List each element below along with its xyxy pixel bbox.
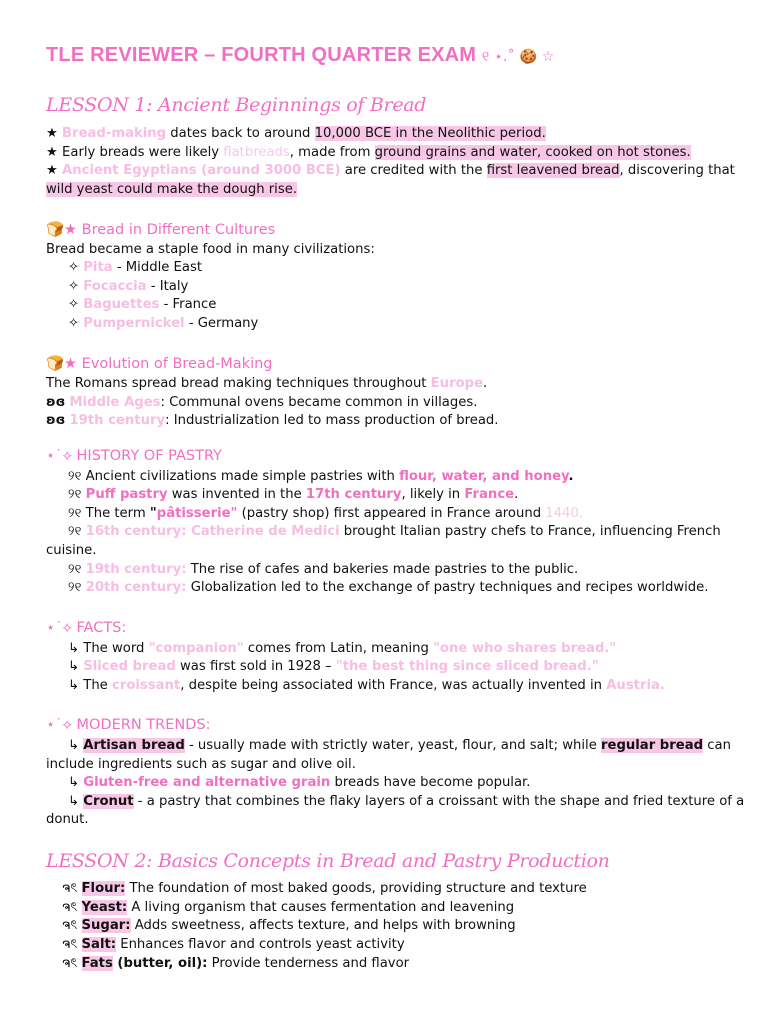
culture-item	[68, 296, 216, 314]
arrow-bullet: ↳	[68, 678, 80, 693]
arrow-bullet: ↳	[68, 794, 80, 809]
arrow-bullet: ↳	[68, 775, 80, 790]
culture-item	[68, 315, 258, 333]
pastry-text: Globalization led to the exchange of pastry techniques and recipes worldwide.	[186, 580, 709, 595]
pastry-item	[68, 486, 518, 504]
star-bullet: ★	[46, 163, 58, 178]
flourish-bullet: ຈৎ	[62, 937, 78, 952]
pastry-keyword: 20th century:	[85, 580, 187, 595]
bow-bullet: ʚɞ	[46, 413, 66, 428]
flourish-bullet: ຈৎ	[62, 900, 78, 915]
fact-text: are credited with the	[340, 163, 487, 178]
evolution-keyword: 19th century	[69, 413, 166, 428]
trend-item	[68, 737, 731, 755]
pastry-keyword: 16th century: Catherine de Medici	[85, 524, 340, 539]
fact-text: The	[83, 678, 112, 693]
ingredient-item	[62, 936, 405, 954]
bread-origin: - Middle East	[112, 260, 203, 275]
trend-item-continued: include ingredients such as sugar and olive oil.	[46, 757, 356, 772]
pastry-item	[68, 468, 573, 486]
bread-origin: - Italy	[146, 279, 189, 294]
evolution-text: : Industrialization led to mass production of bread.	[165, 413, 499, 428]
evolution-text: : Communal ovens became common in villages.	[160, 395, 478, 410]
pastry-text: , likely in	[401, 487, 465, 502]
ingredient-desc: The foundation of most baked goods, providing structure and texture	[125, 881, 587, 896]
evolution-heading: 🍞★ Evolution of Bread-Making	[46, 356, 273, 372]
lesson1-fact	[46, 162, 735, 180]
fact-text: , despite being associated with France, was actually invented in	[180, 678, 607, 693]
flourish-bullet: ຈৎ	[62, 881, 78, 896]
fact-text: Early breads were likely	[62, 145, 224, 160]
cultures-intro: Bread became a staple food in many civilizations:	[46, 242, 375, 257]
pastry-text: brought Italian pastry chefs to France, influencing French	[339, 524, 721, 539]
star-bullet: ★	[46, 126, 58, 141]
evolution-text: .	[483, 376, 488, 391]
arrow-bullet: ↳	[68, 641, 80, 656]
fact-keyword: Ancient Egyptians (around 3000 BCE)	[62, 163, 341, 178]
fact-keyword: "the best thing since sliced bread."	[335, 659, 599, 674]
trend-text: breads have become popular.	[330, 775, 531, 790]
pastry-keyword: 19th century:	[85, 562, 187, 577]
trend-item	[68, 774, 530, 792]
trend-keyword: regular bread	[601, 738, 704, 753]
trends-heading: ⋆˙⟡ MODERN TRENDS:	[46, 717, 211, 733]
fact-keyword: Sliced bread	[83, 659, 176, 674]
fact-keyword: croissant	[112, 678, 181, 693]
ingredient-term: Flour:	[81, 881, 126, 896]
ribbon-bullet: ୨୧	[68, 487, 82, 502]
evolution-item	[46, 394, 477, 412]
fact-highlight: 10,000 BCE in the Neolithic period.	[314, 126, 546, 141]
diamond-bullet: ✧	[68, 297, 80, 312]
title-decoration: ୧ ⋆.˚ 🍪 ☆	[481, 49, 555, 65]
ingredient-item	[62, 899, 514, 917]
ingredient-item	[62, 955, 409, 973]
pastry-keyword: flour, water, and honey	[399, 469, 569, 484]
evolution-item	[46, 412, 498, 430]
pastry-heading: ⋆˙⟡ HISTORY OF PASTRY	[46, 448, 222, 464]
lesson1-fact	[46, 144, 691, 162]
title-text: TLE REVIEWER – FOURTH QUARTER EXAM	[46, 44, 477, 66]
fact-text: comes from Latin, meaning	[243, 641, 434, 656]
pastry-item	[68, 579, 708, 597]
evolution-keyword: Europe	[430, 376, 484, 391]
pastry-text: was invented in the	[167, 487, 306, 502]
fact-keyword: "one who shares bread."	[433, 641, 617, 656]
lesson1-fact-continued	[46, 181, 297, 199]
pastry-item	[68, 561, 578, 579]
diamond-bullet: ✧	[68, 279, 80, 294]
fact-keyword: Bread-making	[62, 126, 167, 141]
fact-keyword: flatbreads	[223, 145, 290, 160]
evolution-intro	[46, 375, 487, 393]
evolution-keyword: Middle Ages	[69, 395, 161, 410]
facts-heading: ⋆˙⟡ FACTS:	[46, 620, 127, 636]
ingredient-desc: Adds sweetness, affects texture, and helps with browning	[130, 918, 516, 933]
ribbon-bullet: ୨୧	[68, 506, 82, 521]
pastry-keyword: 1440.	[545, 506, 584, 521]
bread-name: Focaccia	[83, 279, 147, 294]
fact-keyword: Austria.	[606, 678, 665, 693]
pastry-text: The rise of cafes and bakeries made pastries to the public.	[186, 562, 579, 577]
fact-item	[68, 658, 599, 676]
bow-bullet: ʚɞ	[46, 395, 66, 410]
diamond-bullet: ✧	[68, 260, 80, 275]
ribbon-bullet: ୨୧	[68, 580, 82, 595]
ribbon-bullet: ୨୧	[68, 469, 82, 484]
fact-text: , made from	[289, 145, 375, 160]
fact-item	[68, 640, 616, 658]
ingredient-item	[62, 880, 587, 898]
fact-highlight: first leavened bread	[486, 163, 620, 178]
bread-name: Baguettes	[83, 297, 160, 312]
culture-item	[68, 259, 202, 277]
fact-highlight: ground grains and water, cooked on hot stones.	[374, 145, 691, 160]
pastry-text: .	[514, 487, 519, 502]
pastry-keyword: pâtisserie"	[156, 506, 238, 521]
ingredient-desc: Provide tenderness and flavor	[207, 956, 410, 971]
trend-text: - usually made with strictly water, yeast, flour, and salt; while	[184, 738, 602, 753]
pastry-keyword: France	[464, 487, 515, 502]
arrow-bullet: ↳	[68, 738, 80, 753]
ingredient-item	[62, 917, 516, 935]
bread-name: Pumpernickel	[83, 316, 185, 331]
lesson2-heading: LESSON 2: Basics Concepts in Bread and Pastry Production	[46, 850, 610, 872]
lesson1-heading: LESSON 1: Ancient Beginnings of Bread	[46, 94, 427, 116]
trend-keyword: Gluten-free and alternative grain	[83, 775, 331, 790]
star-bullet: ★	[46, 145, 58, 160]
bread-name: Pita	[83, 260, 113, 275]
fact-item	[68, 677, 665, 695]
evolution-text: The Romans spread bread making techniques throughout	[46, 376, 431, 391]
fact-highlight: wild yeast could make the dough rise.	[46, 182, 298, 197]
trend-keyword: Cronut	[83, 794, 134, 809]
culture-item	[68, 278, 188, 296]
diamond-bullet: ✧	[68, 316, 80, 331]
pastry-item	[68, 523, 721, 541]
trend-item-continued: donut.	[46, 812, 89, 827]
flourish-bullet: ຈৎ	[62, 956, 78, 971]
pastry-keyword: Puff pastry	[85, 487, 168, 502]
trend-text: can	[703, 738, 731, 753]
fact-keyword: "companion"	[148, 641, 244, 656]
bread-origin: - France	[159, 297, 217, 312]
ingredient-term: Fats	[81, 956, 113, 971]
ingredient-term: Yeast:	[81, 900, 128, 915]
bread-origin: - Germany	[184, 316, 259, 331]
ingredient-term: Salt:	[81, 937, 117, 952]
ingredient-desc: A living organism that causes fermentation and leavening	[127, 900, 515, 915]
pastry-text: (pastry shop) first appeared in France around	[237, 506, 546, 521]
pastry-text: The term	[85, 506, 150, 521]
document-title	[46, 44, 555, 67]
fact-text: was first sold in 1928 –	[175, 659, 336, 674]
ingredient-term: Sugar:	[81, 918, 131, 933]
trend-text: - a pastry that combines the flaky layers of a croissant with the shape and fried texture of a	[133, 794, 745, 809]
pastry-text: "	[149, 506, 157, 521]
arrow-bullet: ↳	[68, 659, 80, 674]
ribbon-bullet: ୨୧	[68, 562, 82, 577]
fact-text: dates back to around	[166, 126, 315, 141]
ingredient-desc: Enhances flavor and controls yeast activity	[116, 937, 405, 952]
cultures-heading: 🍞★ Bread in Different Cultures	[46, 222, 276, 238]
ingredient-term: (butter, oil):	[112, 956, 208, 971]
fact-text: , discovering that	[619, 163, 735, 178]
ribbon-bullet: ୨୧	[68, 524, 82, 539]
trend-keyword: Artisan bread	[83, 738, 185, 753]
pastry-item	[68, 505, 583, 523]
lesson1-fact	[46, 125, 546, 143]
trend-item	[68, 793, 744, 811]
pastry-keyword: 17th century	[305, 487, 402, 502]
pastry-item-continued: cuisine.	[46, 543, 97, 558]
flourish-bullet: ຈৎ	[62, 918, 78, 933]
fact-text: The word	[83, 641, 149, 656]
pastry-text: Ancient civilizations made simple pastries with	[85, 469, 400, 484]
pastry-text: .	[568, 469, 574, 484]
